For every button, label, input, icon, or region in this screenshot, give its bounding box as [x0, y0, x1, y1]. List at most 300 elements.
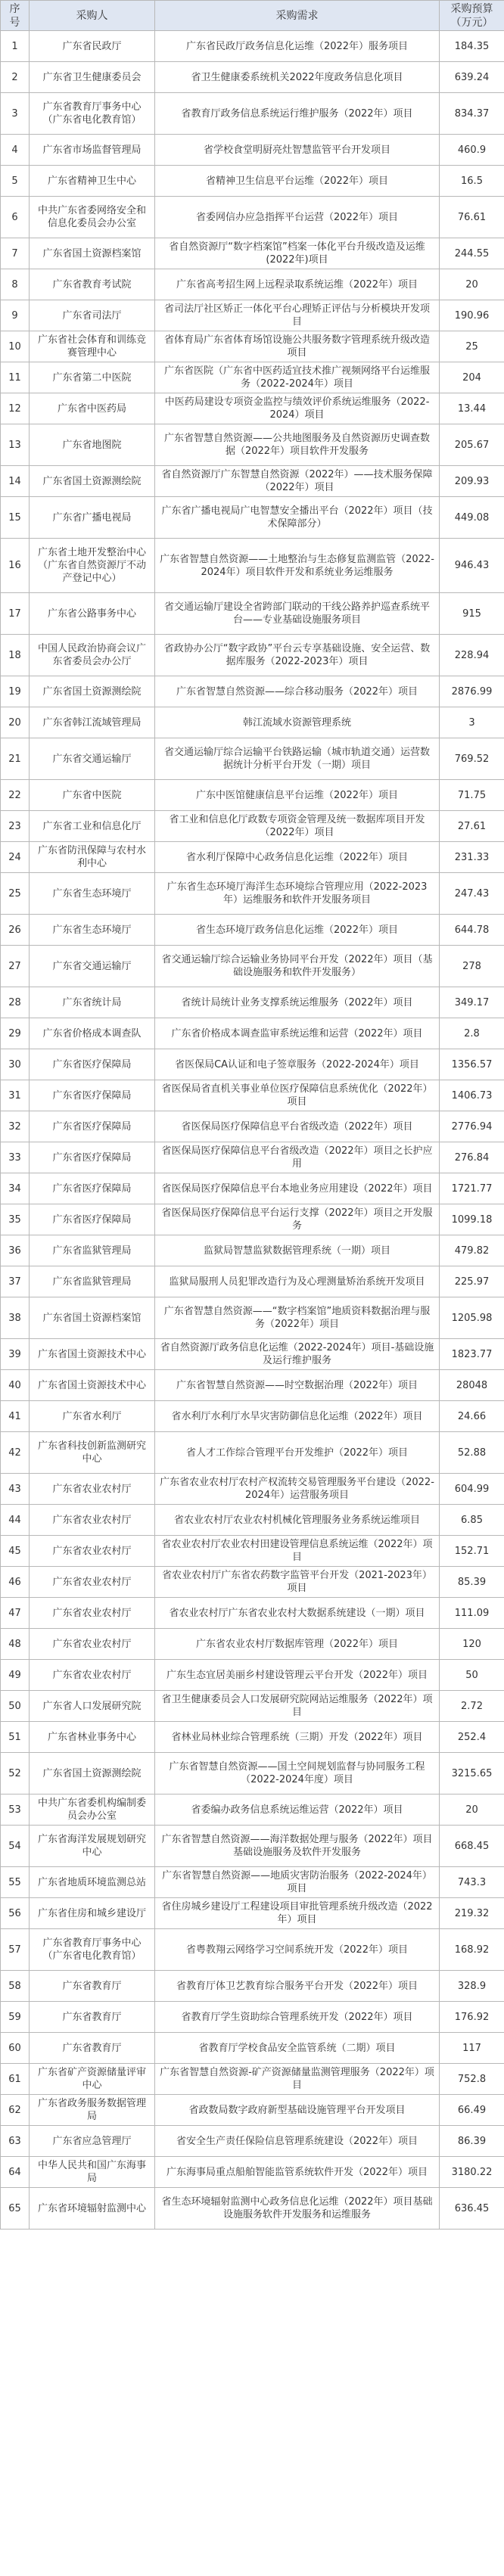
cell-requirement: 省卫生健康委员会人口发展研究院网站运维服务（2022年）项目 [155, 1691, 440, 1722]
cell-budget: 71.75 [440, 780, 504, 811]
cell-no: 46 [1, 1567, 30, 1598]
cell-buyer: 广东省农业农村厅 [30, 1536, 155, 1567]
cell-budget: 76.61 [440, 197, 504, 238]
cell-buyer: 广东省生态环境厅 [30, 873, 155, 915]
cell-no: 35 [1, 1204, 30, 1235]
cell-requirement: 省医保局省直机关事业单位医疗保障信息系统优化（2022年）项目 [155, 1080, 440, 1111]
cell-buyer: 广东省广播电视局 [30, 497, 155, 539]
table-row [1, 780, 504, 811]
table-row [1, 1929, 504, 1971]
cell-buyer: 广东省交通运输厅 [30, 946, 155, 987]
cell-buyer: 广东省农业农村厅 [30, 1505, 155, 1536]
cell-buyer: 广东省交通运输厅 [30, 738, 155, 780]
cell-no: 30 [1, 1049, 30, 1080]
cell-budget: 3 [440, 707, 504, 738]
cell-no: 10 [1, 331, 30, 362]
table-row [1, 1339, 504, 1370]
cell-budget: 247.43 [440, 873, 504, 915]
cell-no: 63 [1, 2126, 30, 2157]
cell-requirement: 省医保局医疗保障信息平台本地业务应用建设（2022年）项目 [155, 1173, 440, 1204]
cell-budget: 20 [440, 1794, 504, 1826]
cell-buyer: 广东省社会体育和训练竞赛管理中心 [30, 331, 155, 362]
cell-buyer: 广东省农业农村厅 [30, 1474, 155, 1505]
cell-buyer: 广东省地图院 [30, 424, 155, 466]
table-row [1, 915, 504, 946]
cell-budget: 479.82 [440, 1235, 504, 1266]
cell-no: 54 [1, 1826, 30, 1867]
cell-budget: 644.78 [440, 915, 504, 946]
cell-requirement: 省教育厅学生资助综合管理系统开发（2022年）项目 [155, 2002, 440, 2033]
table-row [1, 1598, 504, 1629]
cell-requirement: 省精神卫生信息平台运维（2022年）项目 [155, 166, 440, 197]
cell-requirement: 省委网信办应急指挥平台运营（2022年）项目 [155, 197, 440, 238]
table-row [1, 135, 504, 166]
table-row [1, 1111, 504, 1142]
cell-budget: 66.49 [440, 2095, 504, 2126]
table-row [1, 1722, 504, 1753]
cell-buyer: 广东省人口发展研究院 [30, 1691, 155, 1722]
cell-requirement: 监狱局服刑人员犯罪改造行为及心理测量矫治系统开发项目 [155, 1266, 440, 1297]
cell-requirement: 省工业和信息化厅政数专项资金管理及统一数据库项目开发（2022年）项目 [155, 811, 440, 842]
cell-budget: 915 [440, 593, 504, 635]
cell-no: 33 [1, 1142, 30, 1173]
cell-no: 29 [1, 1018, 30, 1049]
cell-budget: 244.55 [440, 238, 504, 269]
cell-buyer: 广东省应急管理厅 [30, 2126, 155, 2157]
cell-no: 58 [1, 1971, 30, 2002]
cell-buyer: 中共广东省委机构编制委员会办公室 [30, 1794, 155, 1826]
cell-budget: 25 [440, 331, 504, 362]
table-row [1, 1826, 504, 1867]
table-row [1, 62, 504, 93]
table-row [1, 1173, 504, 1204]
cell-no: 56 [1, 1898, 30, 1929]
cell-buyer: 广东省海洋发展规划研究中心 [30, 1826, 155, 1867]
cell-buyer: 广东省农业农村厅 [30, 1567, 155, 1598]
cell-no: 52 [1, 1753, 30, 1794]
cell-buyer: 广东省教育厅 [30, 2033, 155, 2064]
cell-budget: 6.85 [440, 1505, 504, 1536]
cell-requirement: 广东省广播电视局广电智慧安全播出平台（2022年）项目（技术保障部分） [155, 497, 440, 539]
cell-no: 51 [1, 1722, 30, 1753]
cell-budget: 668.45 [440, 1826, 504, 1867]
cell-no: 18 [1, 635, 30, 676]
table-row [1, 1971, 504, 2002]
cell-requirement: 省司法厅社区矫正一体化平台心理矫正评估与分析模块开发项目 [155, 300, 440, 331]
cell-requirement: 省住房城乡建设厅工程建设项目审批管理系统升级改造（2022年）项目 [155, 1898, 440, 1929]
cell-budget: 231.33 [440, 842, 504, 873]
cell-requirement: 广东省智慧自然资源——地质灾害防治服务（2022-2024年）项目 [155, 1867, 440, 1898]
cell-requirement: 省卫生健康委系统机关2022年度政务信息化项目 [155, 62, 440, 93]
cell-buyer: 广东省韩江流域管理局 [30, 707, 155, 738]
cell-requirement: 广东省农业农村厅农村产权流转交易管理服务平台建设（2022-2024年）运营服务项目 [155, 1474, 440, 1505]
cell-buyer: 广东省国土资源档案馆 [30, 1297, 155, 1339]
cell-budget: 328.9 [440, 1971, 504, 2002]
table-row [1, 269, 504, 300]
cell-no: 20 [1, 707, 30, 738]
cell-budget: 205.67 [440, 424, 504, 466]
cell-buyer: 广东省地质环境监测总站 [30, 1867, 155, 1898]
cell-no: 42 [1, 1432, 30, 1474]
cell-buyer: 广东省监狱管理局 [30, 1266, 155, 1297]
cell-buyer: 广东省第二中医院 [30, 362, 155, 393]
cell-no: 31 [1, 1080, 30, 1111]
cell-budget: 946.43 [440, 539, 504, 593]
column-header-requirement: 采购需求 [155, 1, 440, 31]
cell-requirement: 广东海事局重点船舶智能监管系统软件开发（2022年）项目 [155, 2157, 440, 2188]
cell-requirement: 省安全生产责任保险信息管理系统建设（2022年）项目 [155, 2126, 440, 2157]
cell-budget: 639.24 [440, 62, 504, 93]
cell-budget: 111.09 [440, 1598, 504, 1629]
cell-no: 41 [1, 1401, 30, 1432]
cell-budget: 50 [440, 1660, 504, 1691]
cell-requirement: 省交通运输厅建设全省跨部门联动的干线公路养护巡查系统平台——专业基础设施服务项目 [155, 593, 440, 635]
cell-requirement: 省教育厅体卫艺教育综合服务平台开发（2022年）项目 [155, 1971, 440, 2002]
cell-requirement: 广东省民政厅政务信息化运维（2022年）服务项目 [155, 31, 440, 62]
cell-no: 2 [1, 62, 30, 93]
cell-buyer: 广东省水利厅 [30, 1401, 155, 1432]
cell-no: 21 [1, 738, 30, 780]
cell-buyer: 广东省住房和城乡建设厅 [30, 1898, 155, 1929]
cell-requirement: 省自然资源厅广东智慧自然资源（2022年）——技术服务保障（2022年）项目 [155, 466, 440, 497]
cell-no: 12 [1, 393, 30, 424]
cell-requirement: 广东省智慧自然资源——公共地图服务及自然资源历史调查数据（2022年）项目软件开发服务 [155, 424, 440, 466]
cell-no: 55 [1, 1867, 30, 1898]
cell-no: 1 [1, 31, 30, 62]
table-row [1, 842, 504, 873]
table-row [1, 497, 504, 539]
cell-buyer: 广东省生态环境厅 [30, 915, 155, 946]
cell-requirement: 广东省智慧自然资源——土地整治与生态修复监测监管（2022-2024年）项目软件开发和系统业务运维服务 [155, 539, 440, 593]
table-row [1, 593, 504, 635]
cell-no: 7 [1, 238, 30, 269]
cell-budget: 1205.98 [440, 1297, 504, 1339]
table-row [1, 1297, 504, 1339]
table-row [1, 31, 504, 62]
cell-no: 14 [1, 466, 30, 497]
cell-buyer: 广东省公路事务中心 [30, 593, 155, 635]
table-row [1, 197, 504, 238]
table-row [1, 738, 504, 780]
cell-no: 44 [1, 1505, 30, 1536]
cell-requirement: 广东省生态环境厅海洋生态环境综合管理应用（2022-2023年）运维服务和软件开发服务项目 [155, 873, 440, 915]
cell-budget: 743.3 [440, 1867, 504, 1898]
table-row [1, 811, 504, 842]
cell-requirement: 省水利厅水利厅水旱灾害防御信息化运维（2022年）项目 [155, 1401, 440, 1432]
cell-no: 61 [1, 2064, 30, 2095]
table-row [1, 1080, 504, 1111]
column-header-no: 序号 [1, 1, 30, 31]
cell-buyer: 广东省教育厅 [30, 1971, 155, 2002]
cell-no: 27 [1, 946, 30, 987]
table-row [1, 1505, 504, 1536]
table-row [1, 1018, 504, 1049]
cell-buyer: 广东省国土资源测绘院 [30, 1753, 155, 1794]
cell-budget: 636.45 [440, 2188, 504, 2230]
cell-no: 62 [1, 2095, 30, 2126]
cell-requirement: 韩江流域水资源管理系统 [155, 707, 440, 738]
cell-requirement: 广东省价格成本调查监审系统运维和运营（2022年）项目 [155, 1018, 440, 1049]
cell-requirement: 广东省医院（广东省中医药适宜技术推广视频网络平台运维服务（2022-2024年）项目 [155, 362, 440, 393]
cell-buyer: 广东省国土资源测绘院 [30, 676, 155, 707]
cell-budget: 20 [440, 269, 504, 300]
cell-no: 38 [1, 1297, 30, 1339]
table-row [1, 873, 504, 915]
cell-buyer: 广东省卫生健康委员会 [30, 62, 155, 93]
cell-requirement: 省林业局林业综合管理系统（三期）开发（2022年）项目 [155, 1722, 440, 1753]
cell-budget: 276.84 [440, 1142, 504, 1173]
cell-no: 37 [1, 1266, 30, 1297]
cell-requirement: 省农业农村厅农业农村机械化管理服务业务系统运维项目 [155, 1505, 440, 1536]
cell-requirement: 广东省智慧自然资源-矿产资源储量监测管理服务（2022年）项目 [155, 2064, 440, 2095]
cell-no: 36 [1, 1235, 30, 1266]
cell-budget: 449.08 [440, 497, 504, 539]
cell-buyer: 广东省农业农村厅 [30, 1660, 155, 1691]
table-row [1, 362, 504, 393]
cell-budget: 2.8 [440, 1018, 504, 1049]
cell-budget: 27.61 [440, 811, 504, 842]
cell-buyer: 广东省工业和信息化厅 [30, 811, 155, 842]
table-row [1, 1691, 504, 1722]
cell-requirement: 省政数局数字政府新型基础设施管理平台开发项目 [155, 2095, 440, 2126]
table-row [1, 1432, 504, 1474]
table-row [1, 2095, 504, 2126]
cell-requirement: 监狱局智慧监狱数据管理系统（一期）项目 [155, 1235, 440, 1266]
cell-budget: 120 [440, 1629, 504, 1660]
cell-no: 43 [1, 1474, 30, 1505]
cell-no: 17 [1, 593, 30, 635]
table-row [1, 1474, 504, 1505]
cell-requirement: 广东省智慧自然资源——综合移动服务（2022年）项目 [155, 676, 440, 707]
cell-buyer: 广东省统计局 [30, 987, 155, 1018]
cell-buyer: 广东省价格成本调查队 [30, 1018, 155, 1049]
cell-budget: 349.17 [440, 987, 504, 1018]
cell-requirement: 省交通运输厅综合运输业务协同平台开发（2022年）项目（基础设施服务和软件开发服务） [155, 946, 440, 987]
cell-no: 11 [1, 362, 30, 393]
table-row [1, 987, 504, 1018]
cell-no: 34 [1, 1173, 30, 1204]
column-header-budget: 采购预算（万元） [440, 1, 504, 31]
cell-budget: 3180.22 [440, 2157, 504, 2188]
table-row [1, 1401, 504, 1432]
column-header-buyer: 采购人 [30, 1, 155, 31]
cell-requirement: 省农业农村厅广东省农业农村大数据系统建设（一期）项目 [155, 1598, 440, 1629]
table-row [1, 1204, 504, 1235]
cell-buyer: 中共广东省委网络安全和信息化委员会办公室 [30, 197, 155, 238]
cell-requirement: 省医保局CA认证和电子签章服务（2022-2024年）项目 [155, 1049, 440, 1080]
table-row [1, 2157, 504, 2188]
cell-requirement: 广东中医馆健康信息平台运维（2022年）项目 [155, 780, 440, 811]
table-row [1, 1142, 504, 1173]
cell-buyer: 广东省农业农村厅 [30, 1598, 155, 1629]
cell-budget: 252.4 [440, 1722, 504, 1753]
cell-budget: 2.72 [440, 1691, 504, 1722]
table-row [1, 393, 504, 424]
cell-buyer: 广东省医疗保障局 [30, 1049, 155, 1080]
cell-no: 15 [1, 497, 30, 539]
cell-buyer: 广东省林业事务中心 [30, 1722, 155, 1753]
cell-budget: 184.35 [440, 31, 504, 62]
cell-requirement: 省统计局统计业务支撑系统运维服务（2022年）项目 [155, 987, 440, 1018]
cell-requirement: 广东省高考招生网上远程录取系统运维（2022年）项目 [155, 269, 440, 300]
cell-budget: 85.39 [440, 1567, 504, 1598]
cell-budget: 52.88 [440, 1432, 504, 1474]
table-row [1, 1794, 504, 1826]
table-header-row [1, 1, 504, 31]
cell-buyer: 广东省司法厅 [30, 300, 155, 331]
cell-requirement: 省教育厅政务信息系统运行维护服务（2022年）项目 [155, 93, 440, 135]
cell-no: 16 [1, 539, 30, 593]
table-row [1, 946, 504, 987]
cell-requirement: 省委编办政务信息系统运维运营（2022年）项目 [155, 1794, 440, 1826]
cell-requirement: 省交通运输厅综合运输平台铁路运输（城市轨道交通）运营数据统计分析平台开发（一期）项目 [155, 738, 440, 780]
cell-requirement: 省农业农村厅广东省农药数字监管平台开发（2021-2023年）项目 [155, 1567, 440, 1598]
cell-buyer: 中国人民政治协商会议广东省委员会办公厅 [30, 635, 155, 676]
cell-buyer: 广东省监狱管理局 [30, 1235, 155, 1266]
cell-no: 28 [1, 987, 30, 1018]
cell-budget: 278 [440, 946, 504, 987]
table-row [1, 1370, 504, 1401]
cell-buyer: 广东省国土资源档案馆 [30, 238, 155, 269]
cell-buyer: 广东省医疗保障局 [30, 1080, 155, 1111]
cell-budget: 219.32 [440, 1898, 504, 1929]
cell-buyer: 广东省医疗保障局 [30, 1204, 155, 1235]
cell-requirement: 省政协办公厅“数字政协”平台云专享基础设施、安全运营、数据库服务（2022-2023年）项目 [155, 635, 440, 676]
cell-requirement: 广东省智慧自然资源——国土空间规划监督与协同服务工程（2022-2024年度）项目 [155, 1753, 440, 1794]
cell-requirement: 省生态环境辐射监测中心政务信息化运维（2022年）项目基础设施服务软件开发服务和运维服务 [155, 2188, 440, 2230]
cell-no: 4 [1, 135, 30, 166]
cell-no: 25 [1, 873, 30, 915]
cell-budget: 168.92 [440, 1929, 504, 1971]
cell-budget: 13.44 [440, 393, 504, 424]
table-row [1, 2064, 504, 2095]
cell-buyer: 广东省中医院 [30, 780, 155, 811]
cell-no: 32 [1, 1111, 30, 1142]
cell-requirement: 省医保局医疗保障信息平台省级改造（2022年）项目 [155, 1111, 440, 1142]
table-row [1, 466, 504, 497]
cell-budget: 209.93 [440, 466, 504, 497]
cell-requirement: 省农业农村厅农业农村田建设管理信息系统运维（2022年）项目 [155, 1536, 440, 1567]
cell-buyer: 广东省教育厅 [30, 2002, 155, 2033]
cell-no: 13 [1, 424, 30, 466]
table-row [1, 166, 504, 197]
table-row [1, 1567, 504, 1598]
table-row [1, 1266, 504, 1297]
table-row [1, 300, 504, 331]
cell-no: 26 [1, 915, 30, 946]
table-row [1, 2126, 504, 2157]
cell-budget: 225.97 [440, 1266, 504, 1297]
cell-no: 22 [1, 780, 30, 811]
cell-buyer: 广东省科技创新监测研究中心 [30, 1432, 155, 1474]
cell-requirement: 省生态环境厅政务信息化运维（2022年）项目 [155, 915, 440, 946]
cell-buyer: 广东省环境辐射监测中心 [30, 2188, 155, 2230]
cell-requirement: 广东生态宜居美丽乡村建设管理云平台开发（2022年）项目 [155, 1660, 440, 1691]
cell-buyer: 广东省防汛保障与农村水利中心 [30, 842, 155, 873]
cell-requirement: 广东省智慧自然资源——时空数据治理（2022年）项目 [155, 1370, 440, 1401]
cell-budget: 3215.65 [440, 1753, 504, 1794]
table-row [1, 1898, 504, 1929]
cell-budget: 1406.73 [440, 1080, 504, 1111]
cell-budget: 604.99 [440, 1474, 504, 1505]
cell-buyer: 广东省土地开发整治中心（广东省自然资源厅不动产登记中心） [30, 539, 155, 593]
cell-buyer: 广东省农业农村厅 [30, 1629, 155, 1660]
cell-budget: 2876.99 [440, 676, 504, 707]
cell-budget: 2776.94 [440, 1111, 504, 1142]
cell-no: 50 [1, 1691, 30, 1722]
cell-buyer: 广东省医疗保障局 [30, 1111, 155, 1142]
table-row [1, 1867, 504, 1898]
cell-requirement: 省体育局广东省体育场馆设施公共服务数字管理系统升级改造项目 [155, 331, 440, 362]
cell-no: 65 [1, 2188, 30, 2230]
table-body [1, 31, 504, 2230]
cell-buyer: 广东省中医药局 [30, 393, 155, 424]
cell-buyer: 广东省国土资源测绘院 [30, 466, 155, 497]
cell-no: 39 [1, 1339, 30, 1370]
table-row [1, 238, 504, 269]
cell-budget: 86.39 [440, 2126, 504, 2157]
cell-buyer: 广东省市场监督管理局 [30, 135, 155, 166]
cell-buyer: 广东省国土资源技术中心 [30, 1339, 155, 1370]
table-row [1, 331, 504, 362]
cell-budget: 24.66 [440, 1401, 504, 1432]
cell-budget: 28048 [440, 1370, 504, 1401]
cell-requirement: 省医保局医疗保障信息平台省级改造（2022年）项目之长护应用 [155, 1142, 440, 1173]
cell-no: 45 [1, 1536, 30, 1567]
cell-buyer: 广东省医疗保障局 [30, 1142, 155, 1173]
cell-requirement: 省医保局医疗保障信息平台运行支撑（2022年）项目之开发服务 [155, 1204, 440, 1235]
cell-budget: 152.71 [440, 1536, 504, 1567]
cell-no: 8 [1, 269, 30, 300]
cell-requirement: 省教育厅学校食品安全监管系统（二期）项目 [155, 2033, 440, 2064]
cell-budget: 190.96 [440, 300, 504, 331]
cell-no: 19 [1, 676, 30, 707]
table-row [1, 635, 504, 676]
cell-budget: 834.37 [440, 93, 504, 135]
cell-no: 53 [1, 1794, 30, 1826]
table-row [1, 2033, 504, 2064]
cell-no: 3 [1, 93, 30, 135]
cell-no: 64 [1, 2157, 30, 2188]
table-row [1, 676, 504, 707]
cell-no: 6 [1, 197, 30, 238]
cell-budget: 204 [440, 362, 504, 393]
cell-buyer: 广东省国土资源技术中心 [30, 1370, 155, 1401]
cell-requirement: 省粤教翔云网络学习空间系统开发（2022年）项目 [155, 1929, 440, 1971]
cell-budget: 176.92 [440, 2002, 504, 2033]
cell-no: 48 [1, 1629, 30, 1660]
cell-requirement: 省人才工作综合管理平台开发维护（2022年）项目 [155, 1432, 440, 1474]
cell-budget: 1356.57 [440, 1049, 504, 1080]
cell-no: 59 [1, 2002, 30, 2033]
cell-buyer: 广东省教育厅事务中心（广东省电化教育馆） [30, 93, 155, 135]
table-row [1, 2188, 504, 2230]
cell-requirement: 广东省农业农村厅数据库管理（2022年）项目 [155, 1629, 440, 1660]
table-row [1, 1536, 504, 1567]
table-row [1, 1049, 504, 1080]
cell-buyer: 广东省矿产资源储量评审中心 [30, 2064, 155, 2095]
cell-requirement: 省水利厅保障中心政务信息化运维（2022年）项目 [155, 842, 440, 873]
table-row [1, 707, 504, 738]
cell-no: 9 [1, 300, 30, 331]
table-row [1, 93, 504, 135]
cell-buyer: 中华人民共和国广东海事局 [30, 2157, 155, 2188]
cell-no: 24 [1, 842, 30, 873]
cell-budget: 16.5 [440, 166, 504, 197]
cell-requirement: 广东省智慧自然资源——海洋数据处理与服务（2022年）项目基础设施服务及软件开发服务 [155, 1826, 440, 1867]
cell-budget: 460.9 [440, 135, 504, 166]
cell-buyer: 广东省医疗保障局 [30, 1173, 155, 1204]
